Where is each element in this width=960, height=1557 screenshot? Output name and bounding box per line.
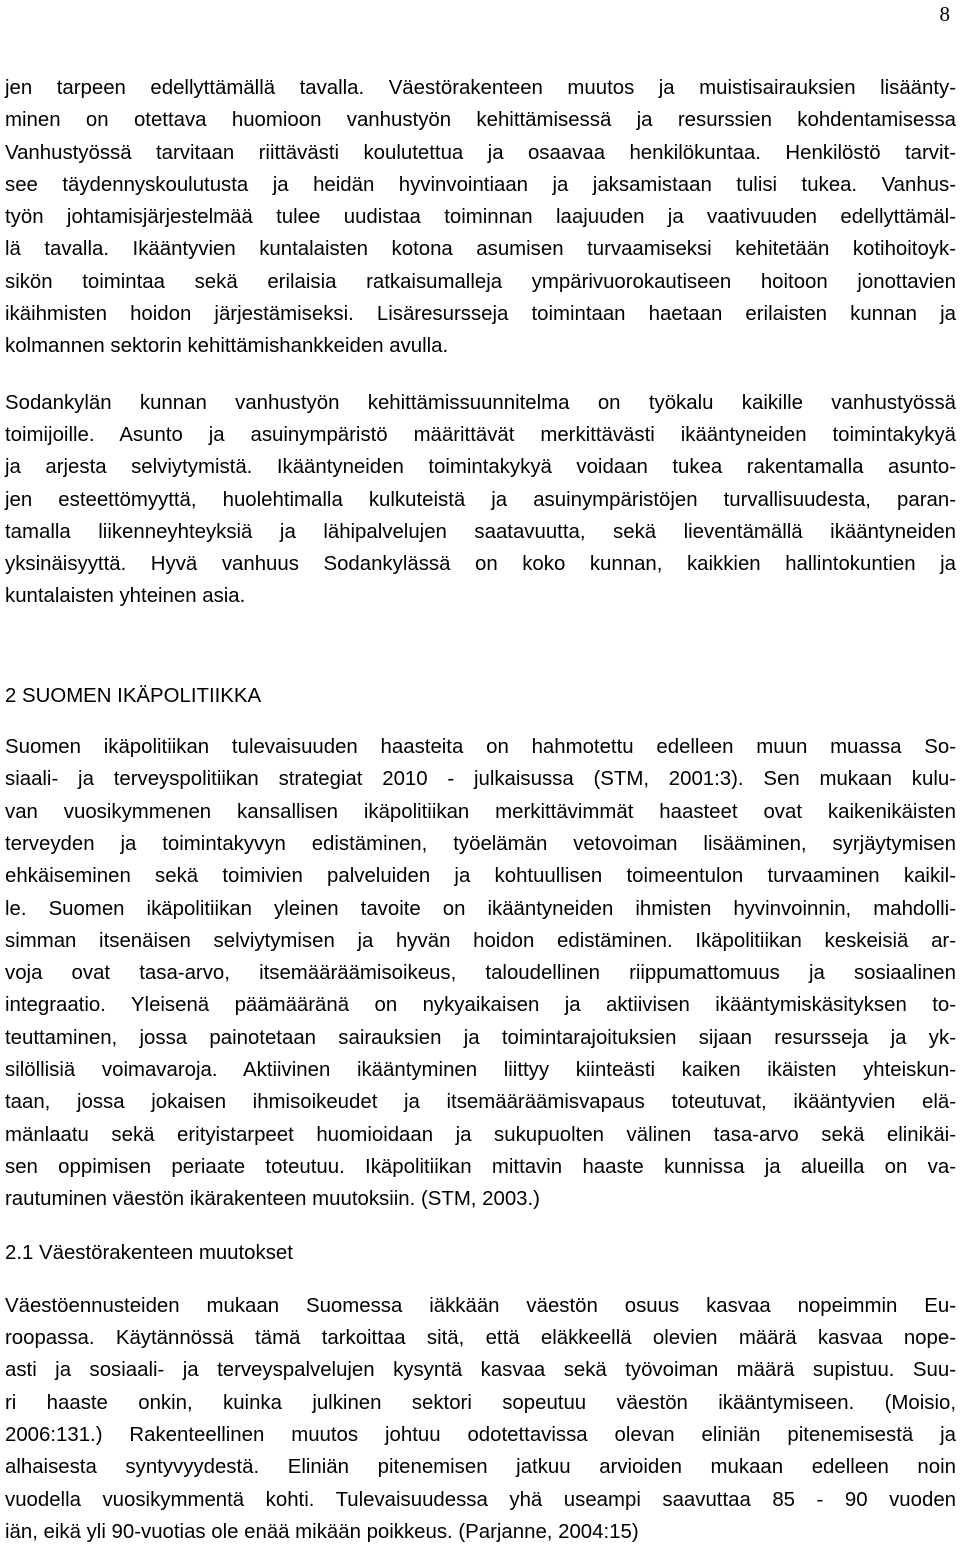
body-paragraph-1	[5, 72, 956, 363]
text-line: 2006:131.) Rakenteellinen muutos johtuu odotettavissa olevan eliniän pitenemisestä ja	[5, 1423, 956, 1446]
text-line: integraatio. Yleisenä päämääränä on nykyaikaisen ja aktiivisen ikääntymiskäsityksen to-	[5, 994, 956, 1017]
subsection-heading: 2.1 Väestörakenteen muutokset	[5, 1241, 293, 1264]
text-line: ikäihmisten hoidon järjestämiseksi. Lisäresursseja toimintaan haetaan erilaisten kunnan ja	[5, 303, 956, 326]
text-line: jen tarpeen edellyttämällä tavalla. Väestörakenteen muutos ja muistisairauksien lisäänty-	[5, 77, 956, 99]
text-line: Sodankylän kunnan vanhustyön kehittämissuunnitelma on työkalu kaikille vanhustyössä	[5, 391, 956, 414]
text-line: taan, jossa jokaisen ihmisoikeudet ja itsemääräämisvapaus toteutuvat, ikääntyvien elä-	[5, 1091, 956, 1114]
text-line: yksinäisyyttä. Hyvä vanhuus Sodankylässä on koko kunnan, kaikkien hallintokuntien ja	[5, 553, 956, 576]
text-line: alhaisesta syntyvyydestä. Eliniän pitenemisen jatkuu arvioiden mukaan edelleen noin	[5, 1456, 956, 1479]
text-line: vuodella vuosikymmentä kohti. Tulevaisuudessa yhä useampi saavuttaa 85 - 90 vuoden	[5, 1488, 956, 1511]
document-page	[5, 72, 956, 1548]
text-line: Vanhustyössä tarvitaan riittävästi koulutettua ja osaavaa henkilökuntaa. Henkilöstö tarvit-	[5, 141, 956, 164]
text-line: Väestöennusteiden mukaan Suomessa iäkkään väestön osuus kasvaa nopeimmin Eu-	[5, 1294, 956, 1317]
text-line: sikön toimintaa sekä erilaisia ratkaisumalleja ympärivuorokautiseen hoitoon jonottavien	[5, 270, 956, 293]
section-paragraph	[5, 731, 956, 1215]
text-line: le. Suomen ikäpolitiikan yleinen tavoite on ikääntyneiden ihmisten hyvinvoinnin, mahdolli-	[5, 897, 956, 920]
text-line: simman itsenäisen selviytymisen ja hyvän hoidon edistäminen. Ikäpolitiikan keskeisiä ar-	[5, 929, 956, 952]
text-line: toimijoille. Asunto ja asuinympäristö määrittävät merkittävästi ikääntyneiden toimintakykyä	[5, 423, 956, 446]
text-line: iän, eikä yli 90-vuotias ole enää mikään poikkeus. (Parjanne, 2004:15)	[5, 1520, 639, 1543]
text-line: ri haaste onkin, kuinka julkinen sektori sopeutuu väestön ikääntymiseen. (Moisio,	[5, 1391, 956, 1414]
text-line: teuttaminen, jossa painotetaan sairauksien ja toimintarajoituksien sijaan resursseja ja yk-	[5, 1026, 956, 1049]
text-line: kolmannen sektorin kehittämishankkeiden avulla.	[5, 335, 449, 358]
text-line: lä tavalla. Ikääntyvien kuntalaisten kotona asumisen turvaamiseksi kehitetään kotihoitoyk-	[5, 238, 956, 261]
section-heading: 2 SUOMEN IKÄPOLITIIKKA	[5, 684, 262, 707]
body-paragraph-2	[5, 387, 956, 613]
text-line: jen esteettömyyttä, huolehtimalla kulkuteistä ja asuinympäristöjen turvallisuudesta, paran-	[5, 488, 956, 511]
text-line: rautuminen väestön ikärakenteen muutoksiin. (STM, 2003.)	[5, 1188, 540, 1211]
text-line: van vuosikymmenen kansallisen ikäpolitiikan merkittävimmät haasteet ovat kaikenikäisten	[5, 800, 956, 823]
text-line: silöllisiä voimavaroja. Aktiivinen ikääntyminen liittyy kiinteästi kaiken ikäisten yhteiskun-	[5, 1059, 956, 1082]
text-line: Suomen ikäpolitiikan tulevaisuuden haasteita on hahmotettu edelleen muun muassa So-	[5, 736, 956, 759]
page-number: 8	[939, 2, 950, 26]
text-line: minen on otettava huomioon vanhustyön kehittämisessä ja resurssien kohdentamisessa	[5, 109, 956, 132]
text-line: asti ja sosiaali- ja terveyspalvelujen kysyntä kasvaa sekä työvoiman määrä supistuu. Suu-	[5, 1359, 956, 1382]
text-line: terveyden ja toimintakyvyn edistäminen, työelämän vetovoiman lisääminen, syrjäytymisen	[5, 832, 956, 855]
subsection-paragraph	[5, 1290, 956, 1548]
text-line: ja arjesta selviytymistä. Ikääntyneiden toimintakykyä voidaan tukea rakentamalla asunto-	[5, 456, 956, 479]
text-line: tamalla liikenneyhteyksiä ja lähipalvelujen saatavuutta, sekä lieventämällä ikääntyneiden	[5, 520, 956, 543]
text-line: työn johtamisjärjestelmää tulee uudistaa toiminnan laajuuden ja vaativuuden edellyttämäl-	[5, 206, 956, 229]
text-line: roopassa. Käytännössä tämä tarkoittaa sitä, että eläkkeellä olevien määrä kasvaa nope-	[5, 1327, 956, 1350]
text-line: mänlaatu sekä erityistarpeet huomioidaan ja sukupuolten välinen tasa-arvo sekä elinikäi-	[5, 1123, 956, 1146]
text-line: kuntalaisten yhteinen asia.	[5, 585, 246, 608]
text-line: see täydennyskoulutusta ja heidän hyvinvointiaan ja jaksamistaan tulisi tukea. Vanhus-	[5, 173, 956, 196]
text-line: siaali- ja terveyspolitiikan strategiat 2010 - julkaisussa (STM, 2001:3). Sen mukaan kulu-	[5, 768, 956, 791]
text-line: voja ovat tasa-arvo, itsemääräämisoikeus, taloudellinen riippumattomuus ja sosiaalinen	[5, 962, 956, 985]
text-line: sen oppimisen periaate toteutuu. Ikäpolitiikan mittavin haaste kunnissa ja alueilla on va-	[5, 1155, 956, 1178]
text-line: ehkäiseminen sekä toimivien palveluiden ja kohtuullisen toimeentulon turvaaminen kaikil-	[5, 865, 956, 888]
